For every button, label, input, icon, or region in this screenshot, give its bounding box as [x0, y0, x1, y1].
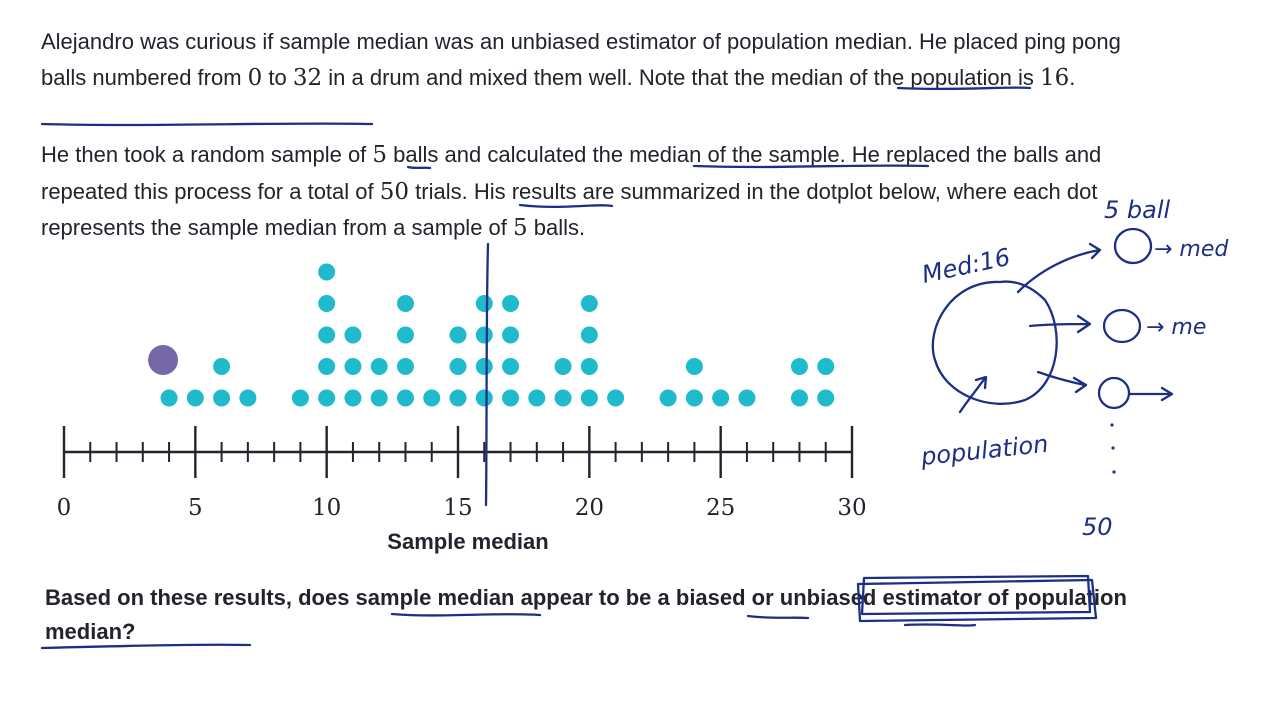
- data-dot: [318, 295, 335, 312]
- data-dot: [371, 390, 388, 407]
- data-dot: [344, 358, 361, 375]
- data-dot: [555, 390, 572, 407]
- tick-label: 25: [706, 495, 736, 521]
- p2-number-50: 50: [379, 178, 410, 205]
- data-dot: [791, 358, 808, 375]
- data-dot: [817, 390, 834, 407]
- annotation-5-ball: 5 ball: [1104, 196, 1171, 224]
- data-dot: [738, 390, 755, 407]
- tick-label: 30: [837, 495, 867, 521]
- data-dot: [318, 264, 335, 281]
- p1-text-c: in a drum and mixed them well. Note that the median of the population is: [322, 64, 1041, 90]
- p1-number-16: 16: [1040, 64, 1070, 91]
- data-dot: [213, 390, 230, 407]
- data-dot: [344, 390, 361, 407]
- data-dot: [148, 345, 178, 375]
- sample-circle-2: [1104, 310, 1140, 342]
- data-dot: [397, 358, 414, 375]
- data-dot: [450, 358, 467, 375]
- tick-label: 0: [56, 495, 72, 521]
- underline-biased: [748, 616, 808, 618]
- ellipsis-dot-2: [1111, 446, 1114, 449]
- data-dot: [318, 327, 335, 344]
- underline-population-median: [42, 645, 250, 648]
- tick-label: 10: [312, 495, 342, 521]
- x-axis-label: Sample median: [387, 529, 549, 554]
- underline-median-population: [42, 124, 372, 125]
- data-dot: [607, 390, 624, 407]
- p1-text-b: to: [262, 64, 293, 90]
- data-dot: [528, 390, 545, 407]
- arrow-from-sample-3: [1130, 388, 1172, 400]
- data-dot: [292, 390, 309, 407]
- question-text: Based on these results, does sample median appear to be a biased or unbiased estimator of population median?: [45, 585, 1127, 644]
- p2-number-5: 5: [372, 142, 388, 168]
- ellipsis-dot-1: [1110, 423, 1113, 426]
- underline-median-sample: [694, 166, 928, 167]
- data-dot: [502, 390, 519, 407]
- data-dot: [397, 327, 414, 344]
- dot-layer: [148, 264, 834, 407]
- annotation-population: population: [919, 429, 1050, 471]
- underline-estimator: [905, 624, 975, 625]
- data-dot: [581, 327, 598, 344]
- data-dot: [187, 390, 204, 407]
- data-dot: [318, 358, 335, 375]
- p2-text-c: trials. His results are summarized in the dotplot below, where each dot represents the sample median from a sample of: [41, 178, 1098, 240]
- annotation-50: 50: [1082, 513, 1113, 541]
- data-dot: [581, 358, 598, 375]
- p1-number-32: 32: [292, 64, 323, 91]
- data-dot: [555, 358, 572, 375]
- tick-label: 20: [574, 495, 604, 521]
- underline-5: [408, 167, 430, 168]
- data-dot: [686, 358, 703, 375]
- data-dot: [397, 295, 414, 312]
- data-dot: [213, 358, 230, 375]
- data-dot: [476, 327, 493, 344]
- data-dot: [476, 358, 493, 375]
- data-dot: [318, 390, 335, 407]
- data-dot: [344, 327, 361, 344]
- data-dot: [712, 390, 729, 407]
- arrow-to-sample-2: [1030, 316, 1090, 332]
- data-dot: [817, 358, 834, 375]
- data-dot: [476, 295, 493, 312]
- tick-label: 15: [443, 495, 473, 521]
- p1-text-a: Alejandro was curious if sample median was an unbiased estimator of population median. He placed ping pong balls numbered from: [41, 29, 1121, 90]
- data-dot: [502, 295, 519, 312]
- underline-50-trials: [520, 205, 612, 207]
- annotation-med-1: → med: [1154, 237, 1229, 262]
- underline-sample-median: [392, 614, 540, 615]
- p1-text-d: .: [1069, 64, 1076, 90]
- data-dot: [450, 327, 467, 344]
- annotation-med16: Med:16: [919, 242, 1013, 289]
- data-dot: [502, 358, 519, 375]
- p1-number-0: 0: [247, 64, 263, 91]
- sample-circle-1: [1115, 229, 1151, 263]
- data-dot: [423, 390, 440, 407]
- data-dot: [686, 390, 703, 407]
- p2-text-b: balls and calculated the median of the sample. He replaced the balls and repeated this process for a total of: [41, 142, 1102, 204]
- tick-label: 5: [188, 495, 203, 521]
- data-dot: [161, 390, 178, 407]
- data-dot: [581, 295, 598, 312]
- arrow-to-sample-1: [1018, 244, 1100, 292]
- data-dot: [502, 327, 519, 344]
- data-dot: [397, 390, 414, 407]
- p2-text-d: balls.: [527, 215, 586, 240]
- median-reference-line: [486, 244, 488, 505]
- sample-circle-3: [1099, 378, 1129, 408]
- data-dot: [450, 390, 467, 407]
- annotation-med-2: → me: [1146, 315, 1207, 340]
- underline-note: [898, 88, 1030, 89]
- data-dot: [371, 358, 388, 375]
- data-dot: [476, 390, 493, 407]
- data-dot: [660, 390, 677, 407]
- p2-text-a: He then took a random sample of: [41, 142, 373, 167]
- data-dot: [581, 390, 598, 407]
- data-dot: [239, 390, 256, 407]
- ellipsis-dot-3: [1112, 470, 1115, 473]
- number-line-axis: [57, 426, 867, 521]
- population-circle: [933, 282, 1057, 404]
- data-dot: [791, 390, 808, 407]
- p2-number-5b: 5: [513, 215, 528, 241]
